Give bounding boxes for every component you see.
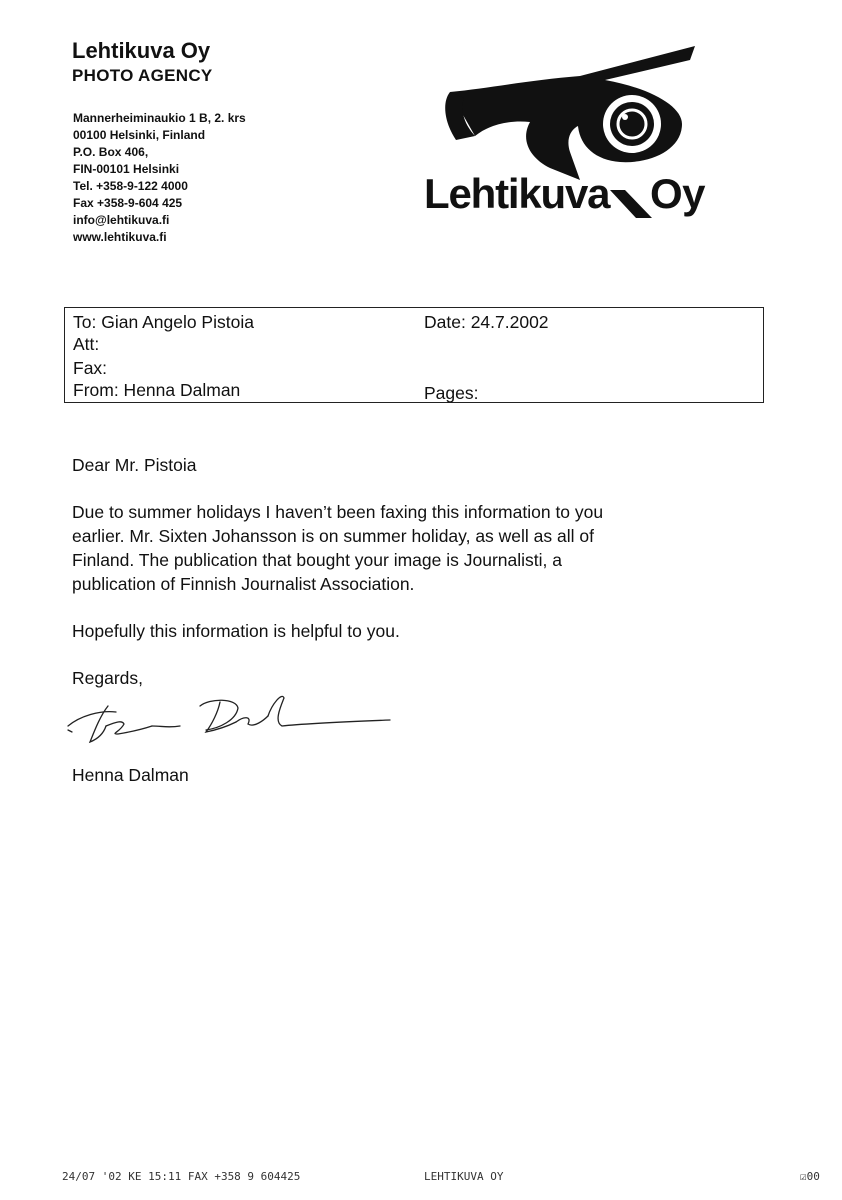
address-line: P.O. Box 406, [73, 145, 149, 159]
fax-transmission-stamp: 24/07 '02 KE 15:11 FAX +358 9 604425 [62, 1170, 301, 1183]
address-line: Tel. +358-9-122 4000 [73, 179, 188, 193]
company-tagline: PHOTO AGENCY [72, 66, 213, 85]
handwritten-signature [60, 692, 400, 752]
fax-att: Att: [73, 334, 100, 354]
paragraph-line: Due to summer holidays I haven’t been faxing this information to you [72, 502, 604, 522]
fax-sender-id: LEHTIKUVA OY [424, 1170, 504, 1183]
fax-date: Date: 24.7.2002 [424, 312, 549, 332]
address-line: info@lehtikuva.fi [73, 213, 170, 227]
logo-wordmark: Lehtikuva [424, 170, 610, 217]
company-name: Lehtikuva Oy [72, 38, 211, 63]
paragraph-line: Finland. The publication that bought your image is Journalisti, a [72, 550, 562, 570]
address-line: Fax +358-9-604 425 [73, 196, 183, 210]
address-line: www.lehtikuva.fi [73, 230, 167, 244]
salutation: Dear Mr. Pistoia [72, 455, 197, 475]
fax-header-box [64, 307, 764, 403]
address-line: Mannerheiminaukio 1 B, 2. krs [73, 111, 246, 125]
fax-page-counter: ☑00 [800, 1170, 820, 1183]
signatory-name: Henna Dalman [72, 765, 189, 785]
body-paragraph [72, 500, 752, 596]
fax-pages: Pages: [424, 383, 479, 403]
paragraph-line: earlier. Mr. Sixten Johansson is on summer holiday, as well as all of [72, 526, 594, 546]
body-paragraph-2: Hopefully this information is helpful to you. [72, 621, 400, 641]
address-line: 00100 Helsinki, Finland [73, 128, 206, 142]
logo-suffix: Oy [650, 170, 706, 217]
fax-from: From: Henna Dalman [73, 380, 241, 400]
fax-number: Fax: [73, 358, 108, 378]
fax-to: To: Gian Angelo Pistoia [73, 312, 254, 332]
company-address [73, 110, 246, 246]
address-line: FIN-00101 Helsinki [73, 162, 180, 176]
paragraph-line: publication of Finnish Journalist Association. [72, 574, 415, 594]
closing: Regards, [72, 668, 144, 688]
